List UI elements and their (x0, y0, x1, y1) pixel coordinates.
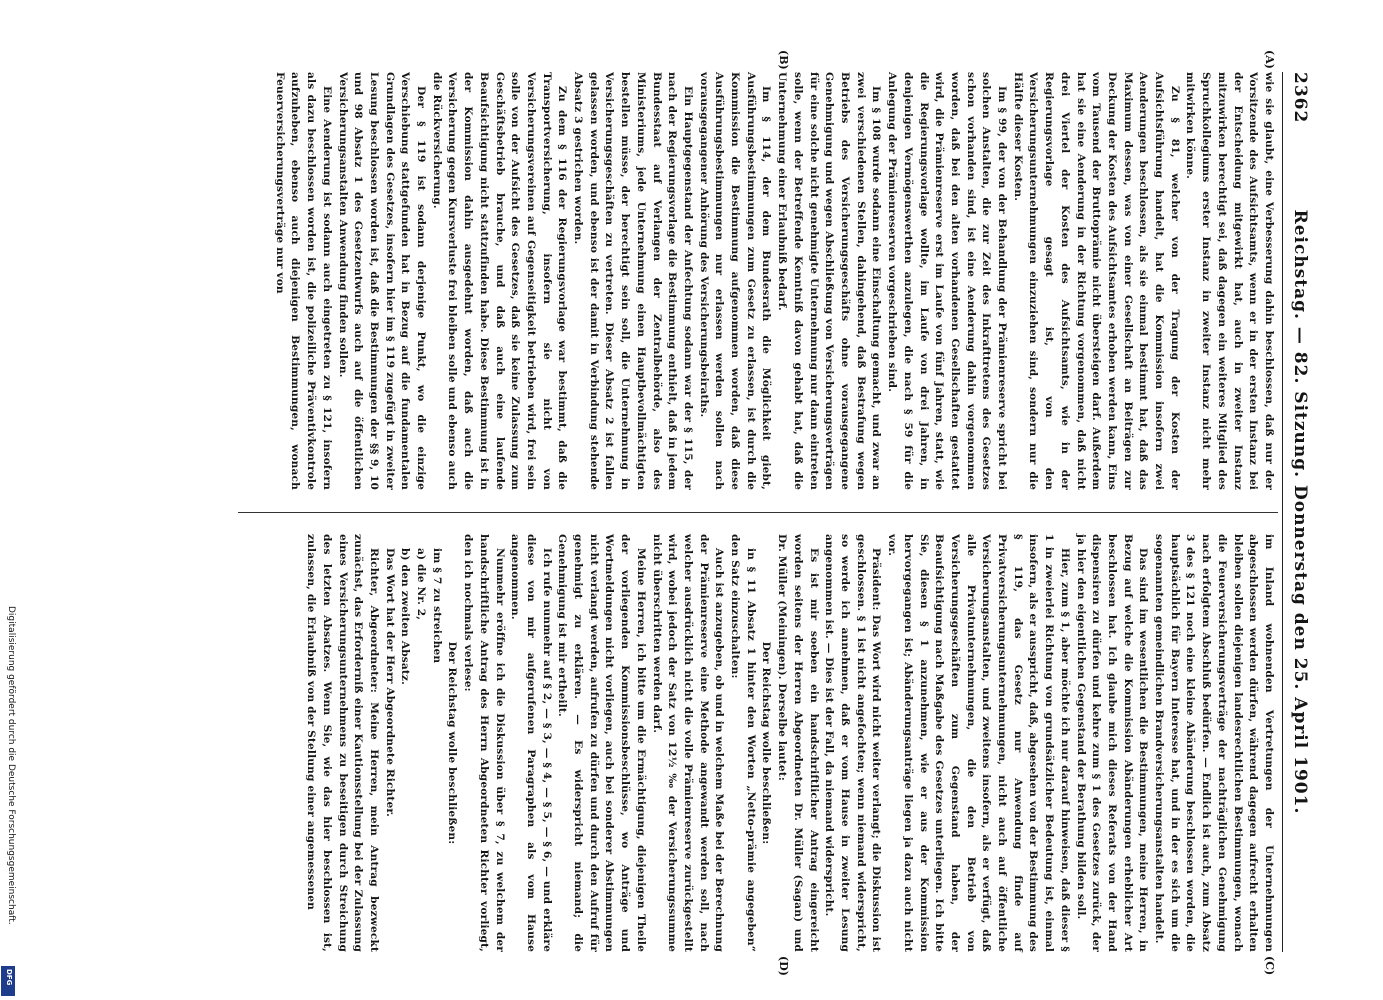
paragraph: b) den zweiten Absatz. (399, 548, 412, 685)
paragraph: in § 11 Absatz 1 hinter den Worten „Netto-prämie angegeben“ den Satz einzuschalten: (729, 534, 757, 952)
newspaper-page (70, 50, 1310, 976)
header-rule (1282, 72, 1283, 952)
paragraph: Hier, zum § 1, aber möchte ich nur darauf hinweisen, daß dieser § 1 in zweierlei Richtung von grundsätzlicher Bedeutung ist, einmal insofern, als er ausspricht, daß, abgesehen von der Bestimmung des § 119, das Gesetz nur Anwendung finde auf Privatversicherungsunternehmungen, nicht auch auf öffentliche Versicherungsanstalten, und zweitens insofern, als er verfügt, daß alle Privatunternehmungen, die den Betrieb von Versicherungsgeschäften zum Gegenstand haben, der Beaufsichtigung nach Maßgabe des Gesetzes unterliegen. Ich bitte Sie, diesen § 1 anzunehmen, wie er aus der Kommission hervorgegangen ist; Abänderungsanträge liegen ja dazu auch nicht vor. (886, 534, 1071, 952)
paragraph: Das sind im wesentlichen die Bestimmungen, meine Herren, in Bezug auf welche die Kommission Abänderungen erheblicher Art beschlossen hat. Ich glaube mich dieses Referats von der Hand dispensiren zu dürfen und kehre zum § 1 des Gesetzes zurück, der ja hier den eigentlichen Gegenstand der Berathung bilden soll. (1074, 534, 1150, 952)
digitization-note-text: Digitalisierung gefördert durch die Deutsche Forschungsgemeinschaft. (6, 606, 16, 925)
paragraph: im Inland wohnenden Vertretungen der Unternehmungen abgeschlossen werden dürfen, während dagegen aufrecht erhalten bleiben sollen diejenigen landesrechtlichen Bestimmungen, wonach die Feuerversicherungsverträge der nachträglichen Genehmigung nach erfolgtem Abschluß bedürfen. — Endlich ist auch, zum Absatz 3 des § 121 noch eine kleine Abänderung beschlossen worden, die hauptsächlich für Bayern Interesse hat, und in der es sich um die sogenannten gemeindlichen Brandversicherungsanstalten handelt. (1153, 534, 1275, 952)
paragraph: Nunmehr eröffne ich die Diskussion über § 7, zu welchem der handschriftliche Antrag des Herrn Abgeordneten Richter vorliegt, den ich nochmals verlese: (462, 534, 506, 952)
paragraph: a) die Nr. 2, (415, 548, 428, 621)
margin-marker-a: (A) (1263, 50, 1276, 69)
paragraph: Zu dem § 116 der Regierungsvorlage war bestimmt, daß die Transportversicherung, insofern sie nicht von Versicherungsvereinen auf Gegenseitigkeit betrieben wird, frei sein solle von der Aufsicht des Gesetzes, daß sie keine Zulassung zum Geschäftsbetrieb brauche, und daß auch eine laufende Beaufsichtigung nicht stattzufinden habe. Diese Bestimmung ist in der Kommission dahin ausgedehnt worden, daß auch die Versicherung gegen Kursverluste frei bleiben solle und ebenso auch die Rückversicherung. (430, 72, 569, 490)
margin-marker-c: (C) (1263, 956, 1276, 976)
dfg-logo-text: DFG (5, 969, 13, 986)
paragraph: Der Reichstag wolle beschließen: (760, 641, 773, 845)
paragraph: Präsident: Das Wort wird nicht weiter verlangt; die Diskussion ist geschlossen. § 1 ist nicht angefochten; wenn niemand widerspricht, so werde ich annehmen, daß er vom Hause in zweiter Lesung angenommen ist. — Dies ist der Fall, da niemand widerspricht. (823, 534, 883, 952)
paragraph: Auch ist anzugeben, ob und in welchem Maße bei der Berechnung der Prämienreserve eine Methode angewandt werden soll, nach welcher ausdrücklich nicht die volle Prämienreserve zurückgestellt wird, wobei jedoch der Satz von 12½ ‰ der Versicherungssumme nicht überschritten werden darf. (650, 534, 726, 952)
paragraph: Meine Herren, ich bitte um die Ermächtigung, diejenigen Theile der vorliegenden Kommissionsbeschlüsse, wo Anträge und Wortmeldungen nicht vorliegen, auch bei sonderer Abstimmungen nicht verlangt werden, aufrufen zu dürfen und durch den Aufruf für genehmigt zu erklären. — Es widerspricht niemand; die Genehmigung ist mir ertheilt. (556, 534, 647, 952)
page-number: 2362 (1290, 72, 1310, 124)
paragraph: Das Wort hat der Herr Abgeordnete Richter. (383, 548, 396, 817)
margin-marker-b: (B) (777, 50, 790, 70)
paragraph: Eine Aenderung ist sodann auch eingetreten zu § 121, insofern als dazu beschlossen worden ist, die polizeiliche Präventivkontrole aufzuheben, ebenso auch diejenigen Bestimmungen, wonach Feuerversicherungsverträge nur von (273, 72, 333, 490)
digitization-note (2, 606, 16, 998)
paragraph: Richter, Abgeordneter: Meine Herren, mein Antrag bezweckt zunächst, das Erforderniß einer Kautionsstellung bei der Zulassung eines Versicherungsunternehmens zu beseitigen durch Streichung des letzten Absatzes. Wenn Sie, wie das hier beschlossen ist, zulassen, die Erlaubniß von der Stellung einer angemessenen (305, 534, 380, 952)
paragraph: Zu § 81, welcher von der Tragung der Kosten der Aufsichtsführung handelt, hat die Kommission insofern zwei Aenderungen beschlossen, als sie einmal bestimmt hat, daß das Maximum dessen, was von einer Gesellschaft an Beiträgen zur Deckung der Kosten des Aufsichtsamtes erhoben werden kann, Eins vom Tausend der Bruttoprämie nicht übersteigen darf. Außerdem hat sie eine Aenderung in der Richtung vorgenommen, daß nicht drei Viertel der Kosten des Aufsichtsamts, wie in der Regierungsvorlage gesagt ist, von den Versicherungsunternehmungen einzuziehen sind, sondern nur die Hälfte dieser Kosten. (1011, 72, 1181, 490)
dfg-logo (1, 966, 15, 996)
left-column (271, 72, 1276, 490)
paragraph: wie sie glaubt, eine Verbesserung dahin beschlossen, daß nur der Vorsitzende des Aufsichtsamts, wenn er in der ersten Instanz bei der Entscheidung mitgewirkt hat, auch in zweiter Instanz mitzuwirken berechtigt sei, daß dagegen ein weiteres Mitglied des Spruchkollegiums erster Instanz in zweiter Instanz nicht mehr mitwirken könne. (1184, 72, 1275, 490)
paragraph: im § 7 zu streichen (430, 548, 443, 664)
right-column (302, 534, 1276, 952)
paragraph: Im § 108 wurde sodann eine Einschaltung gemacht, und zwar an zwei verschiedenen Stellen, dahingehend, daß Bestrafung wegen Betriebs des Versicherungsgeschäfts ohne vorausgegangene Genehmigung und wegen Abschließung von Versicherungsverträgen für eine solche nicht genehmigte Unternehmung nur dann eintreten solle, wenn der Betreffende Kenntniß davon gehabt hat, daß die Unternehmung einer Erlaubniß bedarf. (776, 72, 883, 490)
page-header (1286, 72, 1310, 952)
paragraph: Ich rufe nunmehr auf § 2, — § 3, — § 4, — § 5, — § 6, — und erkläre diese von mir aufgerufenen Paragraphen als vom Hause angenommen. (509, 534, 553, 952)
margin-marker-d: (D) (777, 956, 790, 976)
paragraph: Der Reichstag wolle beschließen: (446, 641, 459, 845)
running-head: Reichstag. — 82. Sitzung. Donnerstag den 25. April 1901. (1290, 209, 1310, 815)
paragraph: Ein Hauptgegenstand der Anfechtung sodann war der § 115, der nach der Regierungsvorlage die Bestimmung enthielt, daß in jedem Bundesstaat auf Verlangen der Zentralbehörde, also des Ministeriums, jede Unternehmung einen Hauptbevollmächtigten bestellen müsse, der berechtigt sein soll, die Unternehmung in Versicherungsgeschäften zu vertreten. Dieser Absatz 2 ist fallen gelassen worden, und ebenso ist der damit in Verbindung stehende Absatz 3 gestrichen worden. (572, 72, 694, 490)
paragraph: Im § 114, der dem Bundesrath die Möglichkeit giebt, Ausführungsbestimmungen zum Gesetz zu erlassen, ist durch die Kommission die Bestimmung aufgenommen worden, daß diese Ausführungsbestimmungen nur erlassen werden sollen nach vorausgegangener Anhörung des Versicherungsbeiraths. (697, 72, 773, 490)
column-divider (238, 512, 1278, 513)
paragraph: Es ist mir soeben ein handschriftlicher Antrag eingereicht worden seitens der Herren Abgeordneten Dr. Müller (Sagan) und Dr. Müller (Meiningen). Derselbe lautet: (776, 534, 820, 952)
paragraph: Im § 99, der von der Behandlung der Prämienreserve spricht bei solchen Anstalten, die zur Zeit des Inkrafttretens des Gesetzes schon vorhanden sind, ist eine Aenderung dahin vorgenommen worden, daß bei den alten vorhandenen Gesellschaften gestattet wird, die Prämienreserve erst im Laufe von fünf Jahren, statt, wie die Regierungsvorlage wollte, im Laufe von drei Jahren, in denjenigen Vermögenswerthen anzulegen, die nach § 59 für die Anlegung der Prämienreserven vorgeschrieben sind. (886, 72, 1009, 490)
paragraph: Der § 119 ist sodann derjenige Punkt, wo die einzige Verschiebung stattgefunden hat in Bezug auf die fundamentalen Grundlagen des Gesetzes, insofern hier im § 119 zugefügt in zweiter Lesung beschlossen worden ist, daß die Bestimmungen der §§ 9, 10 und 98 Absatz 1 des Gesetzentwurfs auch auf die öffentlichen Versicherungsanstalten Anwendung finden sollen. (336, 72, 428, 490)
